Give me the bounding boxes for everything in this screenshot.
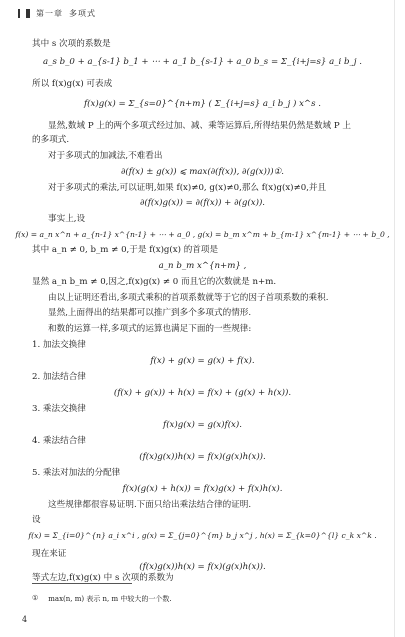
text-line: 对于多项式的加减法,不难看出 [48, 151, 163, 161]
text-line: 设 [32, 515, 41, 525]
footnote-text: max(n, m) 表示 n, m 中较大的一个数. [48, 595, 172, 603]
rule-heading: 1. 加法交换律 [32, 340, 86, 350]
chapter-title: 多项式 [69, 9, 96, 18]
rule-heading: 5. 乘法对加法的分配律 [32, 468, 121, 478]
chapter-label: 第一章 [36, 9, 63, 18]
footnote-mark: ① [32, 594, 39, 602]
formula-line: ∂(f(x)g(x)) = ∂(f(x)) + ∂(g(x)). [139, 198, 266, 208]
page-number: 4 [22, 615, 28, 624]
rule-heading: 2. 加法结合律 [32, 372, 86, 382]
text-line: 显然,上面得出的结果都可以推广到多个多项式的情形. [48, 308, 252, 318]
formula-line: (f(x)g(x))h(x) = f(x)(g(x)h(x)). [139, 452, 266, 462]
running-header [18, 8, 96, 19]
text-line: 对于多项式的乘法,可以证明,如果 f(x)≠0, g(x)≠0,那么 f(x)g(x)≠0,并且 [48, 183, 327, 193]
formula-line: f(x) = a_n x^n + a_{n-1} x^{n-1} + ⋯ + a_0 , g(x) = b_m x^m + b_{m-1} x^{m-1} + ⋯ + b_0 , [15, 230, 390, 239]
formula-line: (f(x)g(x))h(x) = f(x)(g(x)h(x)). [139, 562, 266, 572]
formula-line: f(x)g(x) = Σ_{s=0}^{n+m} ( Σ_{i+j=s} a_i b_j ) x^s . [83, 99, 322, 109]
formula-line: f(x) + g(x) = g(x) + f(x). [150, 356, 255, 366]
text-line: 显然 a_n b_m ≠ 0,因之,f(x)g(x) ≠ 0 而且它的次数就是 n+m. [32, 277, 277, 287]
text-line: 现在来证 [32, 549, 67, 559]
text-line: 由以上证明还看出,多项式乘积的首项系数就等于它的因子首项系数的乘积. [48, 293, 329, 303]
text-line: 等式左边,f(x)g(x) 中 s 次项的系数为 [32, 573, 174, 583]
text-line: 这些规律都很容易证明.下面只给出乘法结合律的证明. [48, 500, 252, 510]
text-line: 其中 a_n ≠ 0, b_m ≠ 0,于是 f(x)g(x) 的首项是 [32, 245, 219, 255]
header-bar-thin [18, 9, 20, 18]
footnote [32, 594, 172, 604]
formula-line: a_s b_0 + a_{s-1} b_1 + ⋯ + a_1 b_{s-1} + a_0 b_s = Σ_{i+j=s} a_i b_j . [43, 57, 362, 67]
text-line: 事实上,设 [48, 214, 86, 224]
formula-line: f(x)g(x) = g(x)f(x). [163, 420, 242, 430]
text-line: 其中 s 次项的系数是 [32, 39, 111, 49]
rule-heading: 4. 乘法结合律 [32, 436, 86, 446]
formula-line: ∂(f(x) ± g(x)) ⩽ max(∂(f(x)), ∂(g(x)))①. [120, 167, 285, 177]
formula-line: a_n b_m x^{n+m} , [158, 261, 247, 271]
text-line: 所以 f(x)g(x) 可表成 [32, 79, 113, 89]
page-edge [394, 0, 395, 637]
text-line: 和数的运算一样,多项式的运算也满足下面的一些规律: [48, 324, 252, 334]
rule-heading: 3. 乘法交换律 [32, 404, 86, 414]
formula-line: f(x) = Σ_{i=0}^{n} a_i x^i , g(x) = Σ_{j=0}^{m} b_j x^j , h(x) = Σ_{k=0}^{l} c_k x^k . [28, 531, 377, 540]
header-bar-thick [26, 9, 30, 18]
footnote-rule [32, 583, 132, 584]
formula-line: (f(x) + g(x)) + h(x) = f(x) + (g(x) + h(x)). [113, 388, 292, 398]
text-line: 的多项式. [32, 135, 70, 145]
formula-line: f(x)(g(x) + h(x)) = f(x)g(x) + f(x)h(x). [122, 484, 283, 494]
text-line: 显然,数域 P 上的两个多项式经过加、减、乘等运算后,所得结果仍然是数域 P 上 [48, 121, 351, 131]
